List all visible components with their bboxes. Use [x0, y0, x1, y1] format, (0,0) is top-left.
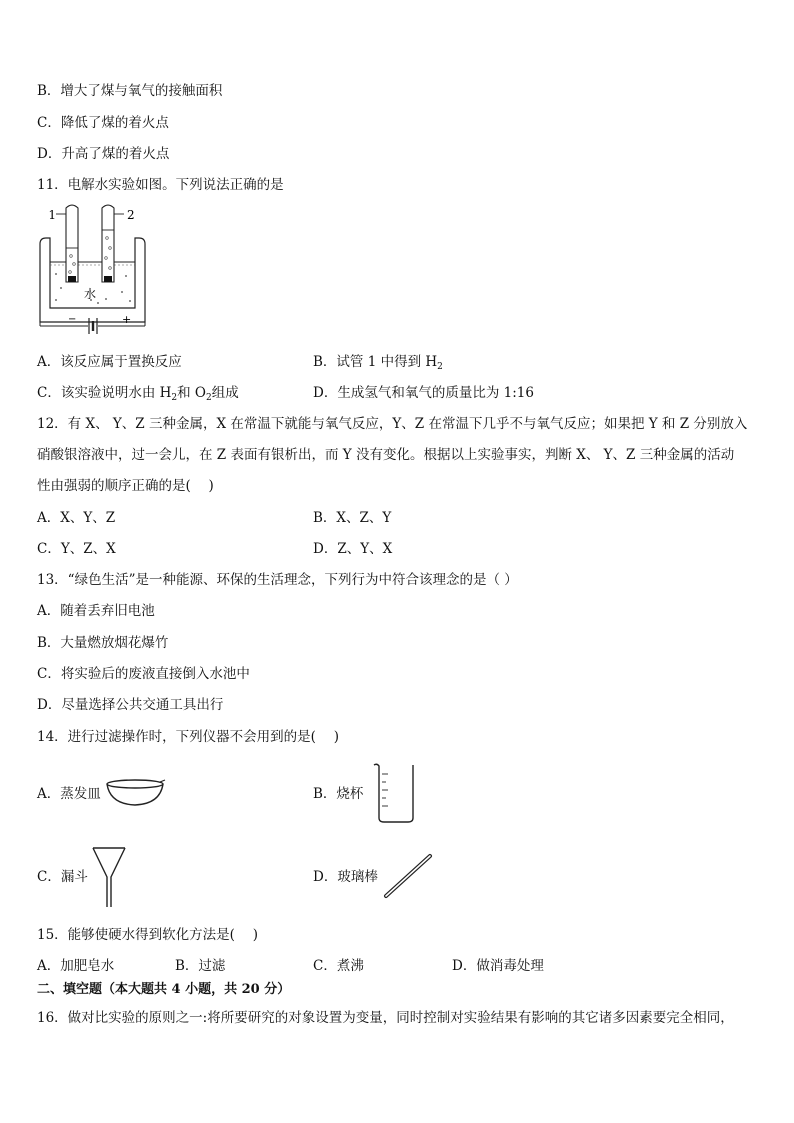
q15-stem: 15．能够使硬水得到软化方法是( ) — [37, 927, 259, 943]
q13-option-b: B．大量燃放烟花爆竹 — [37, 635, 169, 651]
q15-option-a: A．加肥皂水 — [37, 958, 115, 974]
q15-option-b: B．过滤 — [175, 958, 226, 974]
funnel-icon — [91, 845, 127, 909]
q12-option-a: A．X、Y、Z — [37, 510, 116, 526]
q14-option-a: A．蒸发皿 — [37, 786, 101, 802]
q13-stem: 13．“绿色生活”是一种能源、环保的生活理念，下列行为中符合该理念的是（ ） — [37, 572, 518, 588]
q10-option-d: D．升高了煤的着火点 — [37, 146, 170, 162]
q15-option-c: C．煮沸 — [313, 958, 364, 974]
q14-option-b: B．烧杯 — [313, 786, 364, 802]
q14-option-d: D．玻璃棒 — [313, 869, 378, 885]
q12-stem-line3: 性由强弱的顺序正确的是( ) — [37, 478, 214, 494]
q16-stem: 16．做对比实验的原则之一:将所要研究的对象设置为变量，同时控制对实验结果有影响的其它诸多因素要完全相同， — [37, 1010, 734, 1026]
evaporating-dish-icon — [104, 778, 166, 808]
q10-option-c: C．降低了煤的着火点 — [37, 115, 169, 131]
water-label: 水 — [84, 287, 97, 301]
q12-option-d: D．Z、Y、X — [313, 541, 393, 557]
q13-option-a: A．随着丢弃旧电池 — [37, 603, 155, 619]
plus-terminal-label: + — [122, 313, 132, 326]
beaker-icon — [372, 762, 418, 824]
q11-option-d: D．生成氢气和氧气的质量比为 1:16 — [313, 385, 534, 401]
q14-option-c: C．漏斗 — [37, 869, 88, 885]
q12-stem-line1: 12．有 X、 Y、Z 三种金属，X 在常温下就能与氧气反应，Y、Z 在常温下几乎不与氧气反应；如果把 Y 和 Z 分别放入 — [37, 416, 748, 432]
q12-option-b: B．X、Z、Y — [313, 510, 392, 526]
q11-option-a: A．该反应属于置换反应 — [37, 354, 182, 370]
q13-option-d: D．尽量选择公共交通工具出行 — [37, 697, 224, 713]
q11-stem: 11．电解水实验如图。下列说法正确的是 — [37, 177, 284, 193]
q12-option-c: C．Y、Z、X — [37, 541, 116, 557]
minus-terminal-label: − — [68, 314, 77, 325]
q13-option-c: C．将实验后的废液直接倒入水池中 — [37, 666, 250, 682]
q11-option-c: C．该实验说明水由 $H_2$和 $O_2$组成 — [37, 385, 239, 403]
tube-1-label: 1 — [48, 208, 56, 222]
q12-stem-line2: 硝酸银溶液中，过一会儿，在 Z 表面有银析出，而 Y 没有变化。根据以上实验事实，判断 X、 Y、Z 三种金属的活动 — [37, 447, 735, 463]
electrolysis-apparatus-figure — [36, 204, 156, 339]
q11-option-b: B．试管 1 中得到 $H_2$ — [313, 354, 443, 372]
section-2-heading: 二、填空题（本大题共 4 小题，共 20 分） — [37, 982, 291, 997]
q10-option-b: B．增大了煤与氧气的接触面积 — [37, 83, 223, 99]
tube-2-label: 2 — [127, 208, 135, 222]
glass-rod-icon — [382, 852, 434, 900]
q14-stem: 14．进行过滤操作时，下列仪器不会用到的是( ) — [37, 729, 340, 745]
q15-option-d: D．做消毒处理 — [452, 958, 544, 974]
